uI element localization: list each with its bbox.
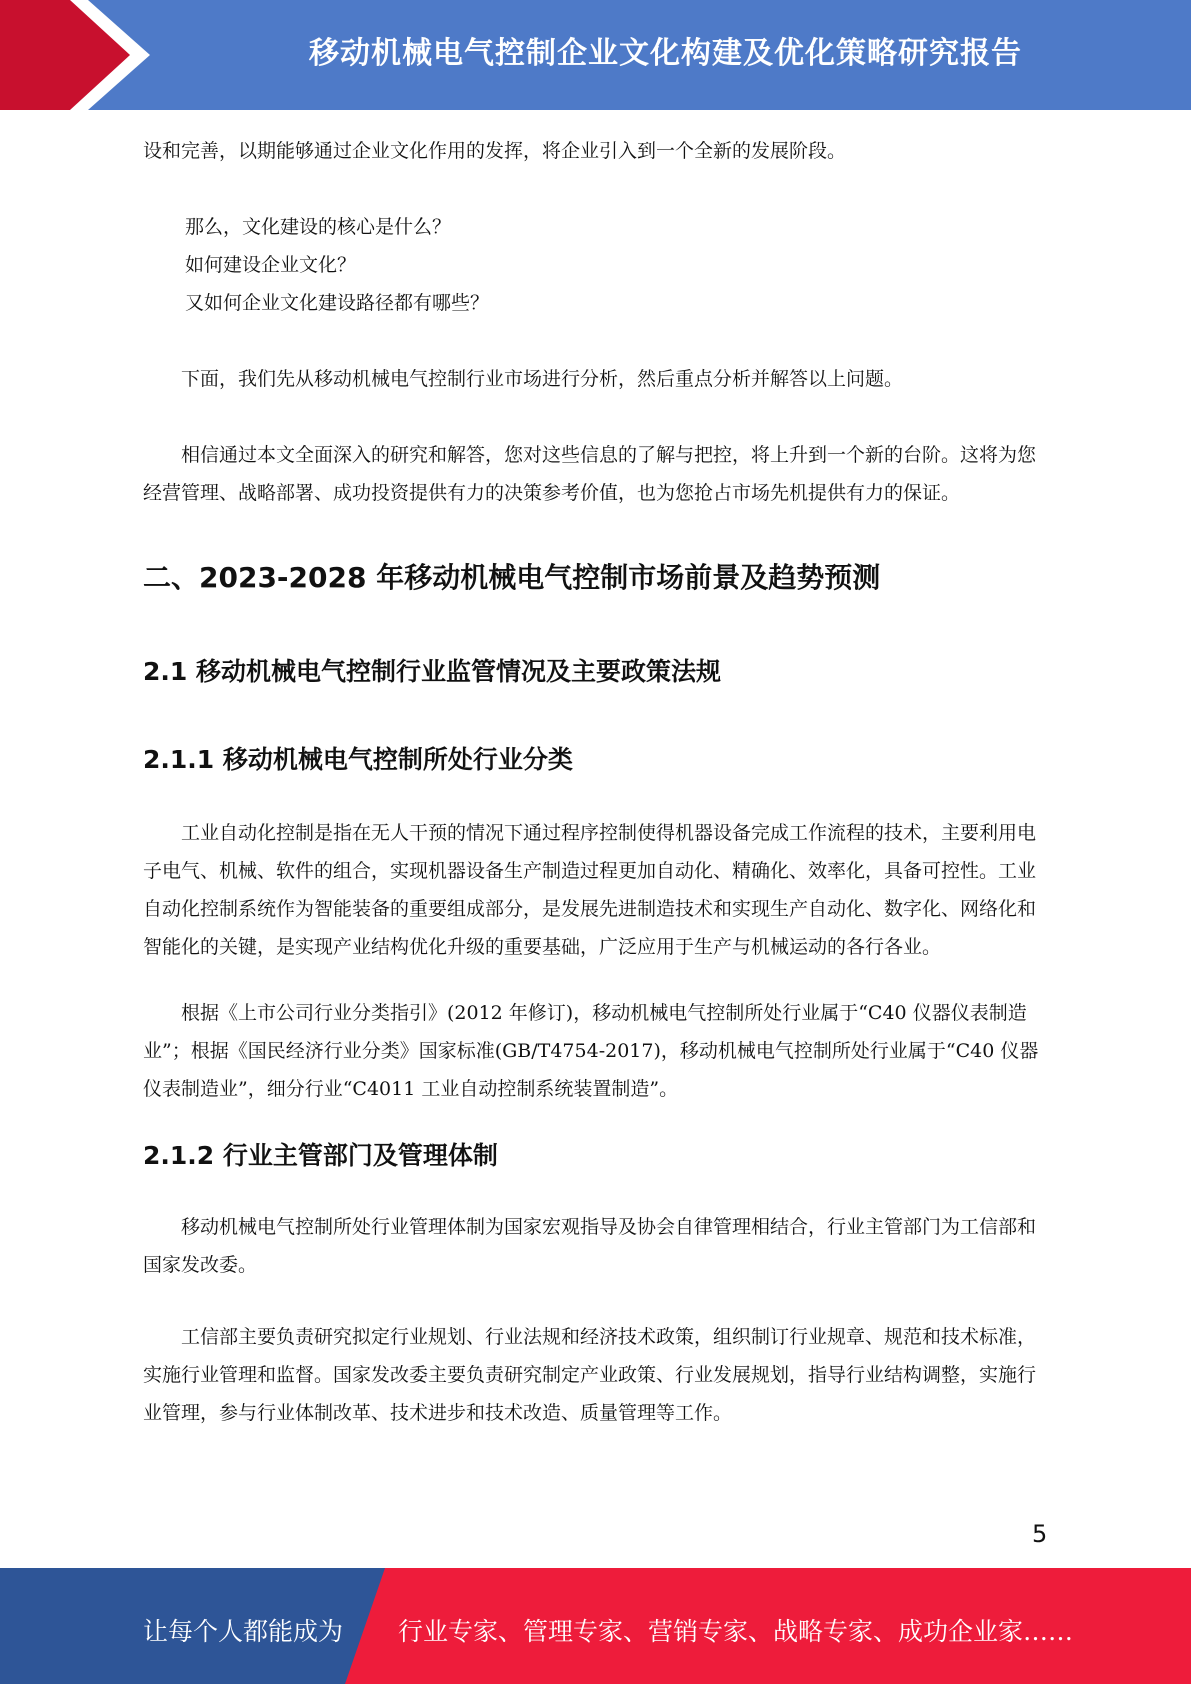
paragraph-authorities-duties: 工信部主要负责研究拟定行业规划、行业法规和经济技术政策，组织制订行业规章、规范和技术标准，实施行业管理和监督。国家发改委主要负责研究制定产业政策、行业发展规划，指导行业结构调整，实施行业管理，参与行业体制改革、技术进步和技术改造、质量管理等工作。 [143, 1326, 1037, 1424]
question-how-build: 如何建设企业文化？ [185, 254, 357, 276]
section-heading-2: 二、2023-2028 年移动机械电气控制市场前景及趋势预测 [143, 561, 881, 594]
report-title: 移动机械电气控制企业文化构建及优化策略研究报告 [309, 36, 1022, 71]
document-body [143, 132, 1048, 1432]
page-footer [0, 1568, 1191, 1684]
paragraph-intro-continuation: 设和完善，以期能够通过企业文化作用的发挥，将企业引入到一个全新的发展阶段。 [143, 140, 847, 162]
page-header [0, 0, 1191, 110]
paragraph-industry-classification: 根据《上市公司行业分类指引》(2012 年修订)，移动机械电气控制所处行业属于“C40 仪器仪表制造业”；根据《国民经济行业分类》国家标准(GB/T4754-2017)，移动机械电气控制所处行业属于“C40 仪器仪表制造业”，细分行业“C4011 工业自动控制系统装置制造”。 [143, 1002, 1039, 1100]
paragraph-value: 相信通过本文全面深入的研究和解答，您对这些信息的了解与把控，将上升到一个新的台阶。这将为您经营管理、战略部署、成功投资提供有力的决策参考价值，也为您抢占市场先机提供有力的保证。 [143, 444, 1037, 504]
subsection-heading-2-1-1: 2.1.1 移动机械电气控制所处行业分类 [143, 745, 573, 774]
footer-slogan-left: 让每个人都能成为 [143, 1617, 344, 1646]
paragraph-management-system: 移动机械电气控制所处行业管理体制为国家宏观指导及协会自律管理相结合，行业主管部门为工信部和国家发改委。 [143, 1216, 1037, 1276]
question-paths: 又如何企业文化建设路径都有哪些？ [185, 292, 490, 314]
page-number: 5 [1032, 1520, 1048, 1548]
question-core: 那么，文化建设的核心是什么？ [185, 216, 452, 238]
header-arrow-decoration [0, 0, 160, 110]
subsection-heading-2-1-2: 2.1.2 行业主管部门及管理体制 [143, 1141, 498, 1170]
paragraph-industrial-automation: 工业自动化控制是指在无人干预的情况下通过程序控制使得机器设备完成工作流程的技术，主要利用电子电气、机械、软件的组合，实现机器设备生产制造过程更加自动化、精确化、效率化，具备可控性。工业自动化控制系统作为智能装备的重要组成部分，是发展先进制造技术和实现生产自动化、数字化、网络化和智能化的关键，是实现产业结构优化升级的重要基础，广泛应用于生产与机械运动的各行各业。 [143, 822, 1037, 958]
subsection-heading-2-1: 2.1 移动机械电气控制行业监管情况及主要政策法规 [143, 657, 721, 686]
paragraph-outline: 下面，我们先从移动机械电气控制行业市场进行分析，然后重点分析并解答以上问题。 [181, 368, 904, 390]
footer-slogan-right: 行业专家、管理专家、营销专家、战略专家、成功企业家…… [398, 1617, 1074, 1646]
